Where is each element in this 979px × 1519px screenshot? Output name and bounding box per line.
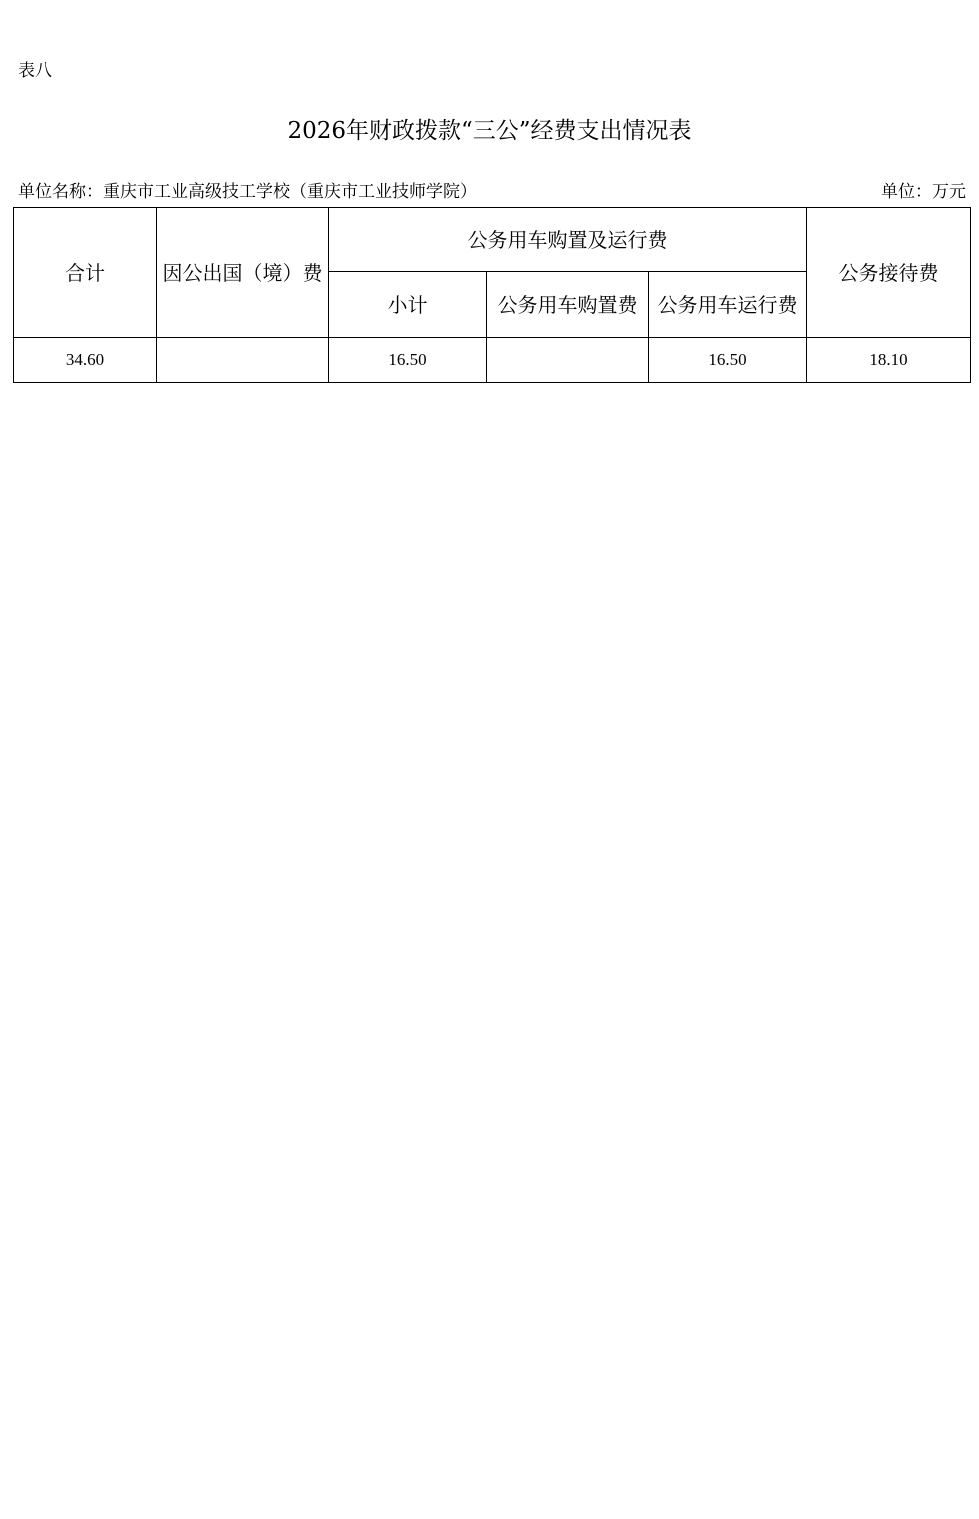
header-vehicle-group: 公务用车购置及运行费 — [329, 208, 807, 272]
cell-reception: 18.10 — [807, 338, 971, 383]
header-vehicle-purchase: 公务用车购置费 — [487, 272, 649, 338]
cell-vehicle-purchase — [487, 338, 649, 383]
cell-vehicle-subtotal: 16.50 — [329, 338, 487, 383]
header-row-1 — [14, 208, 971, 272]
header-abroad: 因公出国（境）费 — [157, 208, 329, 338]
page-title: 2026年财政拨款“三公”经费支出情况表 — [287, 118, 692, 144]
cell-total: 34.60 — [14, 338, 157, 383]
header-vehicle-subtotal: 小计 — [329, 272, 487, 338]
header-reception: 公务接待费 — [807, 208, 971, 338]
table-number: 表八 — [18, 61, 52, 81]
unit-name: 单位名称：重庆市工业高级技工学校（重庆市工业技师学院） — [18, 182, 477, 202]
header-vehicle-operation: 公务用车运行费 — [649, 272, 807, 338]
currency-unit: 单位：万元 — [881, 182, 966, 202]
three-public-expenses-table — [13, 207, 971, 383]
cell-vehicle-operation: 16.50 — [649, 338, 807, 383]
table-row — [14, 338, 971, 383]
cell-abroad — [157, 338, 329, 383]
header-total: 合计 — [14, 208, 157, 338]
